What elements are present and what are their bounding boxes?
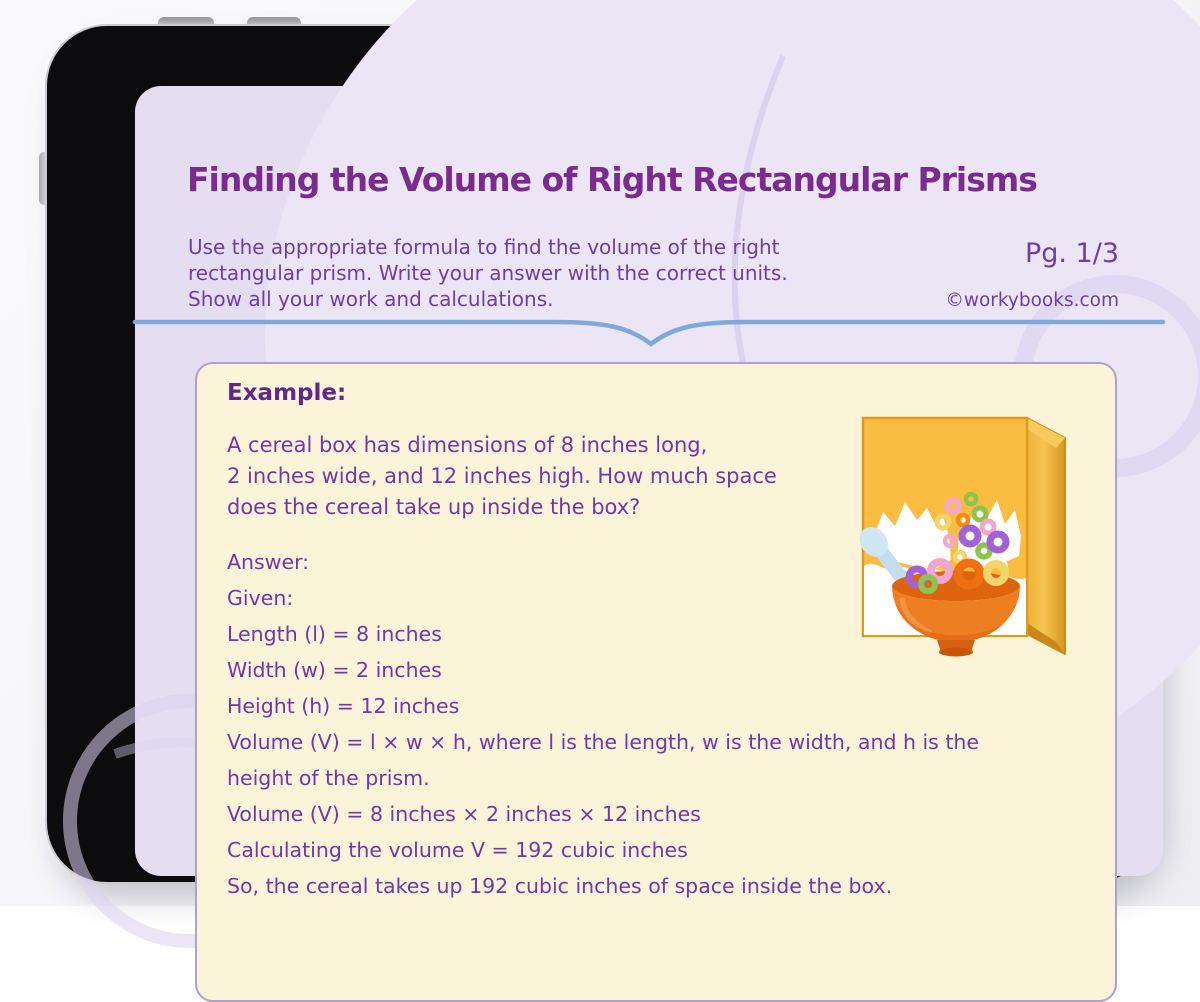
example-card [195,362,1117,1002]
answer-line: Answer: [227,550,310,574]
cereal-box-side [1027,418,1065,654]
answer-line: Length (l) = 8 inches [227,622,442,646]
tablet-frame [47,26,1155,898]
answer-line: Given: [227,586,294,610]
tablet-screen [135,86,1163,898]
problem-text [227,430,777,523]
instruction-line: rectangular prism. Write your answer with the correct units. [188,261,788,285]
problem-line: 2 inches wide, and 12 inches high. How much space [227,464,777,488]
worksheet-instructions [188,234,788,312]
cereal-box-illustration [857,414,1079,660]
cereal-bowl [892,562,1020,657]
answer-line: Calculating the volume V = 192 cubic inches [227,838,688,862]
worksheet-title: Finding the Volume of Right Rectangular Prisms [187,160,1037,199]
page-indicator: Pg. 1/3 [1024,238,1119,269]
answer-line: Width (w) = 2 inches [227,658,442,682]
problem-line: does the cereal take up inside the box? [227,495,641,519]
instruction-line: Use the appropriate formula to find the volume of the right [188,235,780,259]
answer-line: height of the prism. [227,766,430,790]
instruction-line: Show all your work and calculations. [188,287,554,311]
answer-line: Volume (V) = l × w × h, where l is the length, w is the width, and h is the [227,730,980,754]
example-heading: Example: [227,380,347,406]
section-divider-line [135,316,1163,352]
answer-line: Height (h) = 12 inches [227,694,460,718]
copyright-text: ©workybooks.com [945,290,1119,311]
answer-line-clipped: So, the cereal takes up 192 cubic inches of space inside the box. [227,874,893,898]
problem-line: A cereal box has dimensions of 8 inches long, [227,433,708,457]
answer-line: Volume (V) = 8 inches × 2 inches × 12 inches [227,802,701,826]
